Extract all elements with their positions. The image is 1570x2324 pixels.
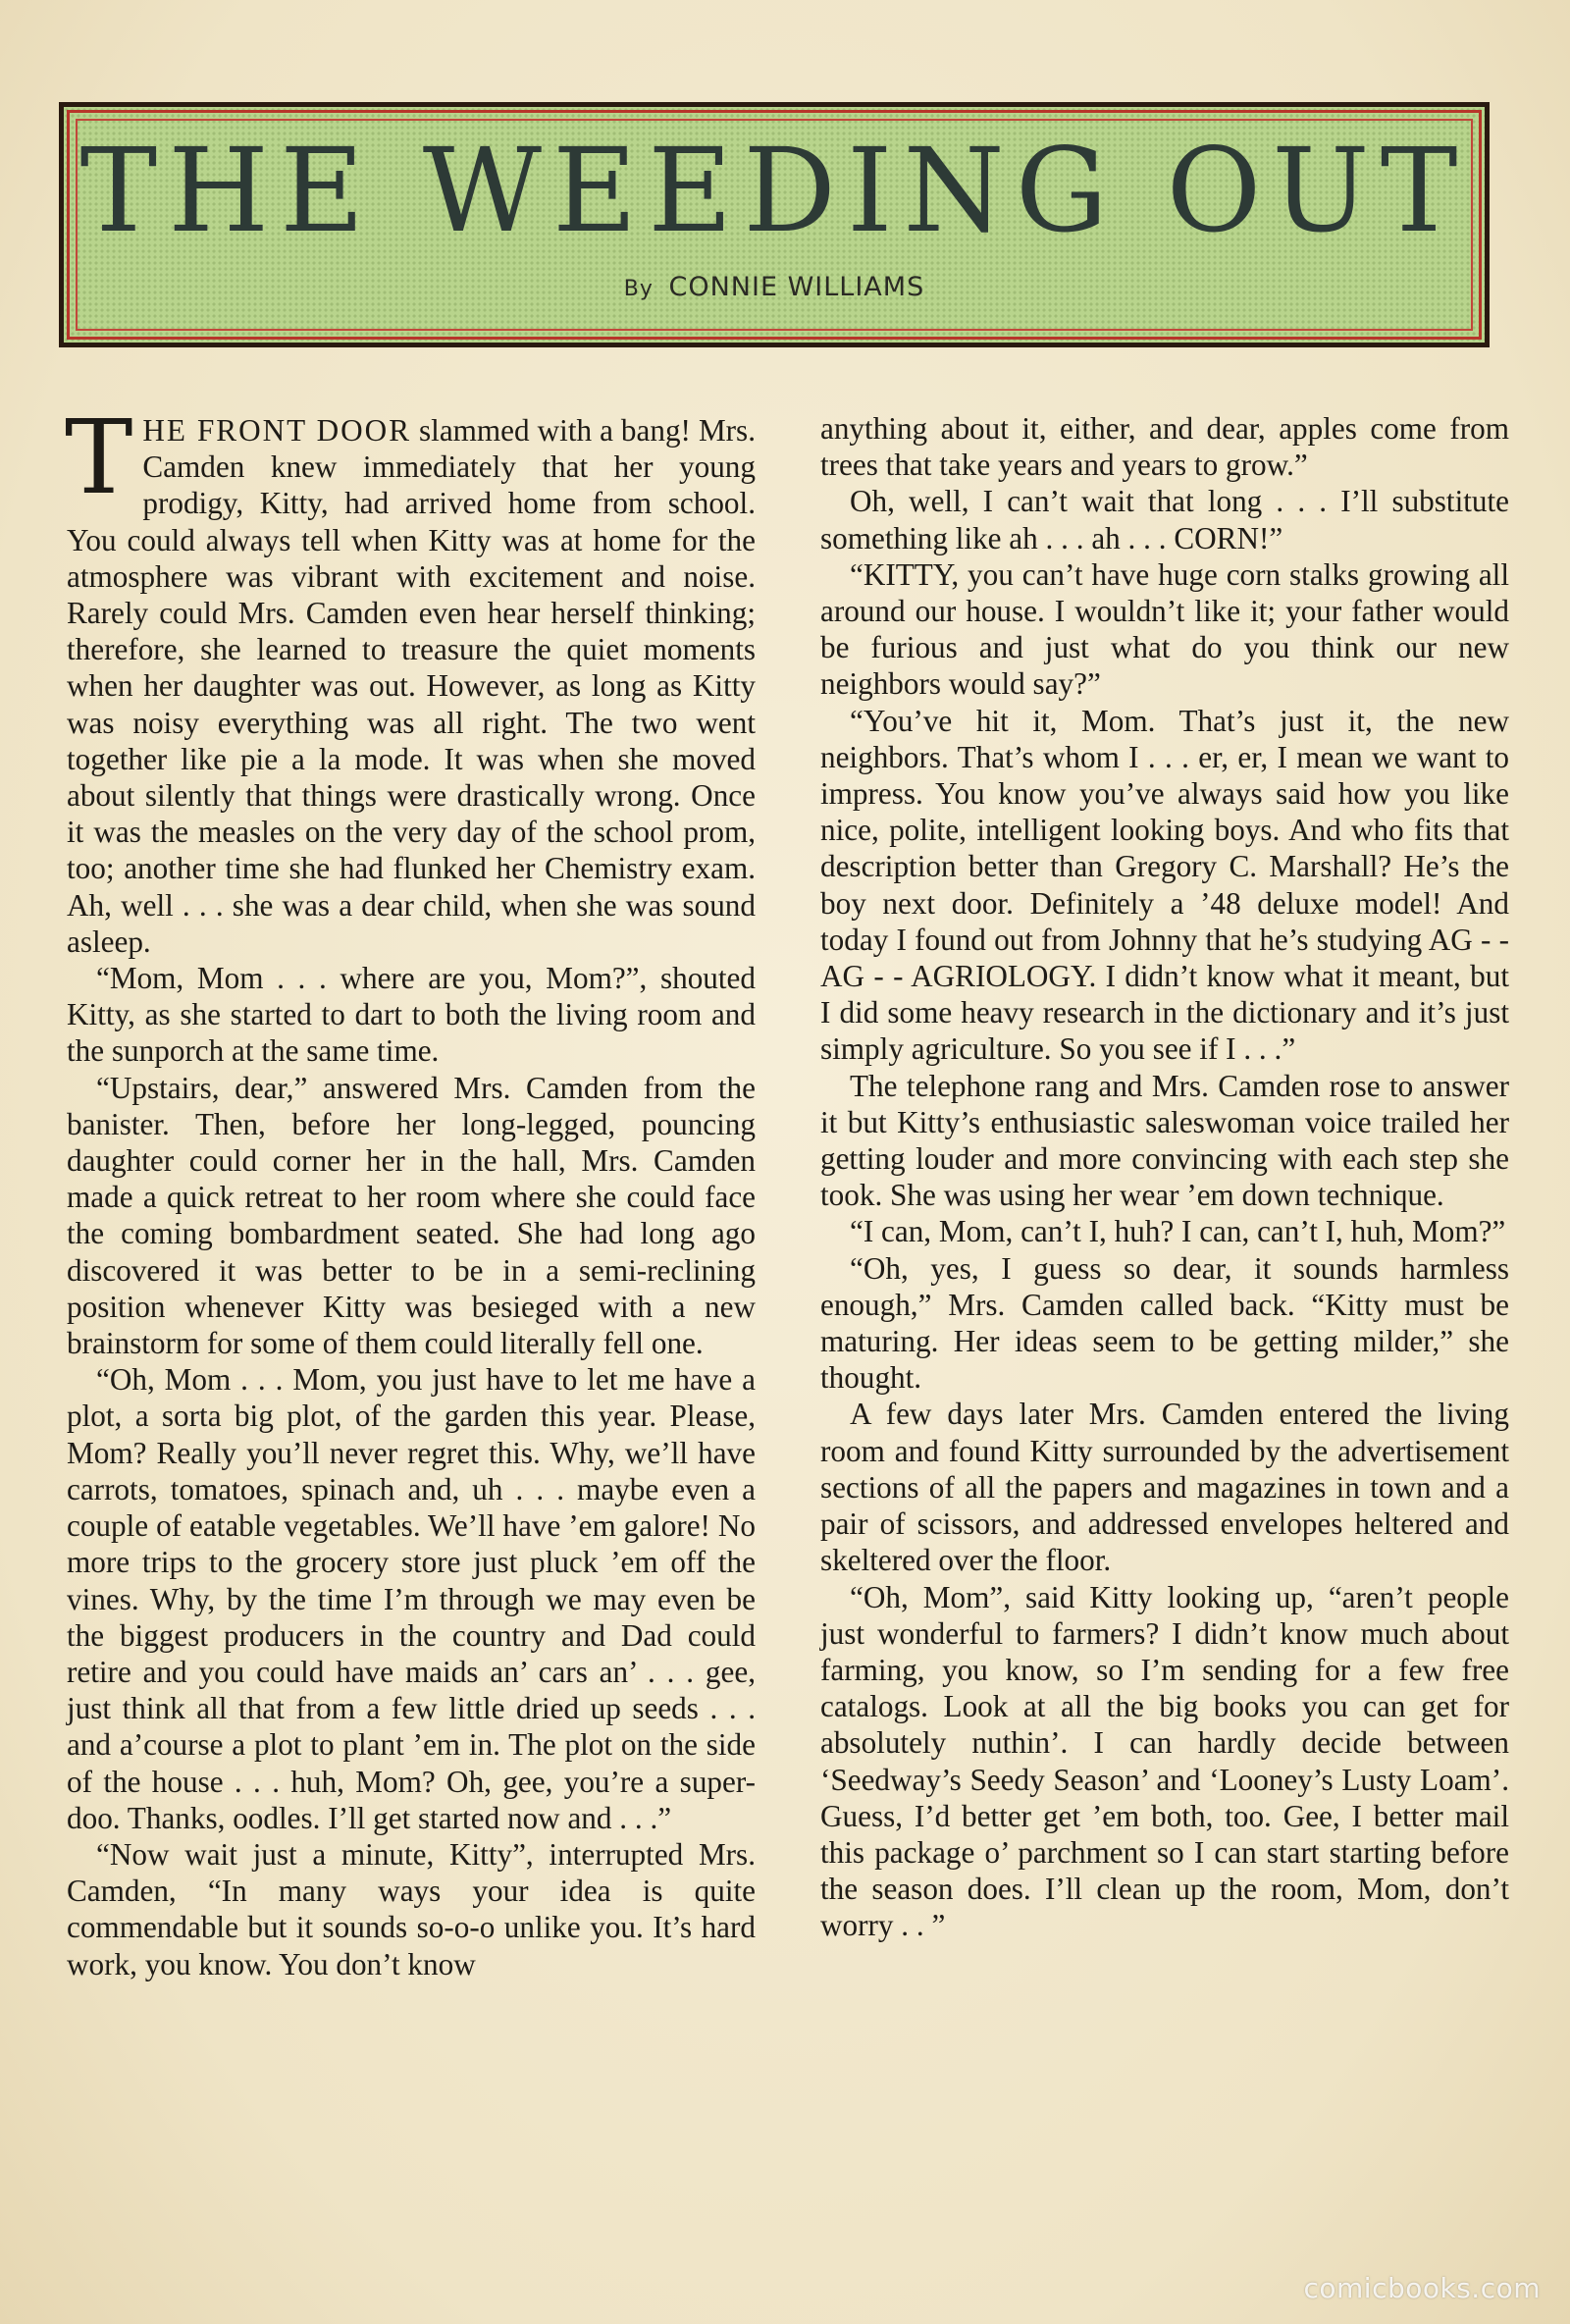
right-column [820,410,1509,1944]
paragraph: “Mom, Mom . . . where are you, Mom?”, shouted Kitty, as she started to dart to both the living room and the sunporch at the same time. [67,961,756,1069]
paragraph: A few days later Mrs. Camden entered the living room and found Kitty surrounded by the advertisement sections of all the papers and magazines in town and a pair of scissors, and addressed envelopes heltered and skeltered over the floor. [820,1397,1509,1578]
title-panel [59,102,1490,347]
author-name: CONNIE WILLIAMS [668,272,925,302]
paragraph: anything about it, either, and dear, apples come from trees that take years and years to grow.” [820,411,1509,483]
paragraph: “Now wait just a minute, Kitty”, interrupted Mrs. Camden, “In many ways your idea is quite commendable but it sounds so-o-o unlike you. It’s hard work, you know. You don’t know [67,1836,756,1981]
paragraph: “Oh, Mom . . . Mom, you just have to let me have a plot, a sorta big plot, of the garden this year. Please, Mom? Really you’ll never regret this. Why, we’ll have carrots, tomatoes, spinach and, uh . . . maybe even a couple of eatable vegetables. We’ll have ’em galore! No more trips to the grocery store just pluck ’em off the vines. Why, by the time I’m through we may even be the biggest producers in the country and Dad could retire and you could have maids an’ cars an’ . . . gee, just think all that from a few little dried up seeds . . . and a’course a plot to plant ’em in. The plot on the side of the house . . . huh, Mom? Oh, gee, you’re a super-doo. Thanks, oodles. I’ll get started now and . . .” [67,1362,756,1835]
paragraph: “You’ve hit it, Mom. That’s just it, the new neighbors. That’s whom I . . . er, er, I mean we want to impress. You know you’ve always said how you like nice, polite, intelligent looking boys. And who fits that description better than Gregory C. Marshall? He’s the boy next door. Definitely a ’48 deluxe model! And today I found out from Johnny that he’s studying AG - - AG - - AGRIOLOGY. I didn’t know what it meant, but I did some heavy research in the dictionary and it’s just simply agriculture. So you see if I . . .” [820,703,1509,1067]
drop-cap: T [65,397,133,517]
paragraph: “Oh, yes, I guess so dear, it sounds harmless enough,” Mrs. Camden called back. “Kitty must be maturing. Her ideas seem to be getting milder,” she thought. [820,1250,1509,1396]
byline [64,272,1485,302]
paragraph: “Upstairs, dear,” answered Mrs. Camden from the banister. Then, before her long-legged, pouncing daughter could corner her in the hall, Mrs. Camden made a quick retreat to her room where she could face the coming bombardment seated. She had long ago discovered it was better to be in a semi-reclining position whenever Kitty was besieged with a new brainstorm for some of them could literally fell one. [67,1070,756,1361]
left-column [65,397,756,1982]
paragraph: “I can, Mom, can’t I, huh? I can, can’t I, huh, Mom?” [850,1214,1506,1249]
byline-prefix: By [623,277,654,301]
paragraph: “KITTY, you can’t have huge corn stalks growing all around our house. I wouldn’t like it; your father would be furious and just what do you think our new neighbors would say?” [820,556,1509,702]
paragraph: “Oh, Mom”, said Kitty looking up, “aren’t people just wonderful to farmers? I didn’t know much about farming, you know, so I’m sending for a few free catalogs. Look at all the big books you can get for absolutely nuthin’. I can hardly decide between ‘Seedway’s Seedy Season’ and ‘Looney’s Lusty Loam’. Guess, I’d better get ’em both, too. Gee, I better mail this package o’ parchment so I can start starting before the season does. I’ll clean up the room, Mom, don’t worry . . ” [820,1579,1509,1943]
paragraph-text: slammed with a bang! Mrs. Camden knew immediately that her young prodigy, Kitty, had arrived home from school. You could always tell when Kitty was at home for the atmosphere was vibrant with excitement and noise. Rarely could Mrs. Camden even hear herself thinking; therefore, she learned to treasure the quiet moments when her daughter was out. However, as long as Kitty was noisy everything was all right. The two went together like pie a la mode. It was when she moved about silently that things were drastically wrong. Once it was the measles on the very day of the school prom, too; another time she had flunked her Chemistry exam. Ah, well . . . she was a dear child, when she was sound asleep. [67,413,756,959]
watermark: comicbooks.com [1303,2272,1541,2304]
opening-small-caps: HE FRONT DOOR [142,413,412,448]
story-title: THE WEEDING OUT [79,123,1469,258]
paragraph-opening [65,397,756,960]
paragraph: Oh, well, I can’t wait that long . . . I’ll substitute something like ah . . . ah . . . CORN!” [820,484,1509,555]
paragraph: The telephone rang and Mrs. Camden rose to answer it but Kitty’s enthusiastic saleswoman voice trailed her getting louder and more convincing with each step she took. She was using her wear ’em down technique. [820,1068,1509,1213]
